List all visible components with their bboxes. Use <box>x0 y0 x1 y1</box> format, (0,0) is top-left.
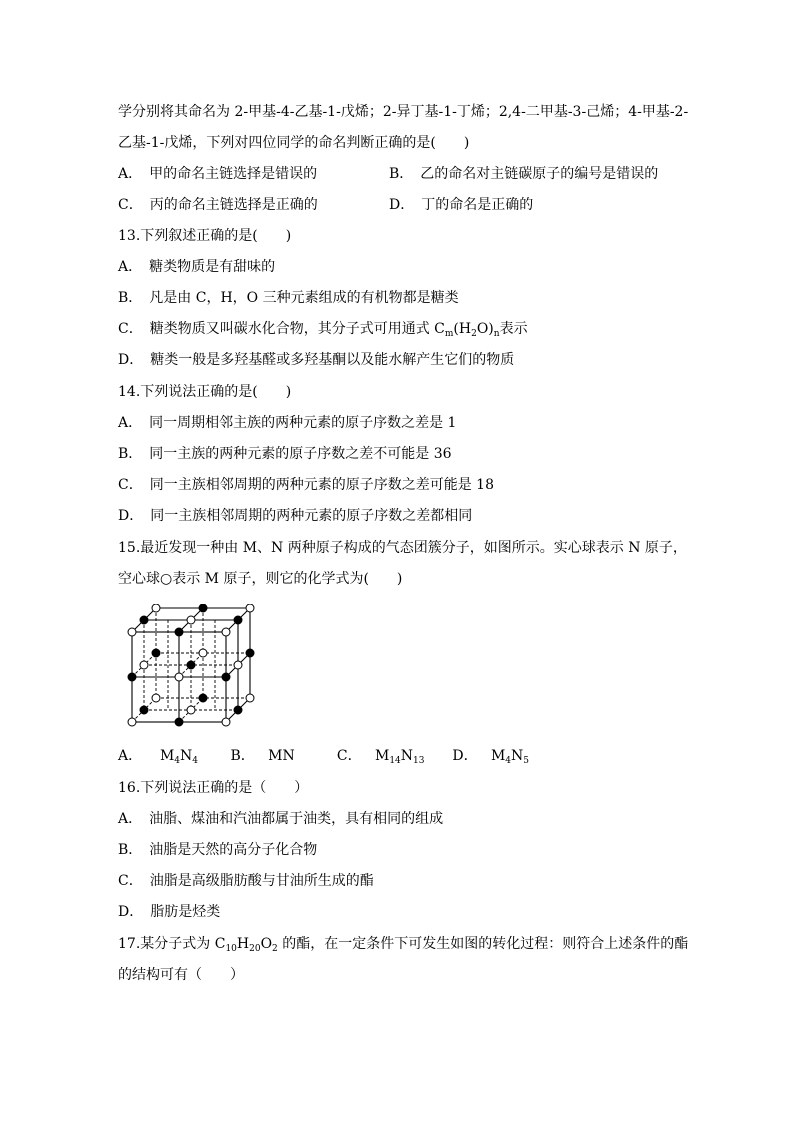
q12-option-b: B． 乙的命名对主链碳原子的编号是错误的 <box>389 166 659 182</box>
q17-stem-line2: 的结构可有（ ） <box>118 967 244 983</box>
q12-option-d: D． 丁的命名是正确的 <box>389 197 534 213</box>
q17-stem-line1: 17.某分子式为 $C_{10}H_{20}O_2$ 的酯，在一定条件下可发生如图的转化过程：则符合上述条件的酯 <box>118 936 689 954</box>
q13-option-d: D． 糖类一般是多羟基醛或多羟基酮以及能水解产生它们的物质 <box>118 352 515 368</box>
q15-option-d: D． $M_4N_5$ <box>452 748 530 766</box>
q14-stem: 14.下列说法正确的是( ) <box>118 384 292 400</box>
q13-option-c: C． 糖类物质又叫碳水化合物，其分子式可用通式 $C_m(H_2O)_n$表示 <box>118 321 528 339</box>
q16-option-c: C． 油脂是高级脂肪酸与甘油所生成的酯 <box>118 873 374 889</box>
q14-option-a: A． 同一周期相邻主族的两种元素的原子序数之差是 1 <box>118 415 457 431</box>
q16-option-b: B． 油脂是天然的高分子化合物 <box>118 842 318 858</box>
q13-option-b: B． 凡是由 C，H，O 三种元素组成的有机物都是糖类 <box>118 290 459 306</box>
q12-options-row1 <box>118 164 659 184</box>
q16-option-a: A． 油脂、煤油和汽油都属于油类，具有相同的组成 <box>118 811 444 827</box>
q12-option-c: C． 丙的命名主链选择是正确的 <box>118 197 318 213</box>
q12-stem-line1: 学分别将其命名为 2-甲基-4-乙基-1-戊烯；2-异丁基-1-丁烯；2,4-二甲基-3-己烯；4-甲基-2- <box>118 104 689 120</box>
q15-options <box>118 746 529 766</box>
q14-option-b: B． 同一主族的两种元素的原子序数之差不可能是 36 <box>118 446 452 462</box>
q15-option-c: C． $M_{14}N_{13}$ <box>336 748 425 766</box>
q15-option-a: A． $M_4N_4$ <box>118 748 198 766</box>
q16-stem: 16.下列说法正确的是（ ） <box>118 780 309 796</box>
q12-stem-line2: 乙基-1-戊烯，下列对四位同学的命名判断正确的是( ) <box>118 135 470 151</box>
q12-options-row2 <box>118 195 534 215</box>
cluster-molecule-diagram <box>126 604 266 729</box>
q14-option-c: C． 同一主族相邻周期的两种元素的原子序数之差可能是 18 <box>118 477 494 493</box>
q13-option-a: A． 糖类物质是有甜味的 <box>118 259 276 275</box>
q14-option-d: D． 同一主族相邻周期的两种元素的原子序数之差都相同 <box>118 508 473 524</box>
q15-option-b: B． MN <box>230 748 295 764</box>
q13-stem: 13.下列叙述正确的是( ) <box>118 228 292 244</box>
q16-option-d: D． 脂肪是烃类 <box>118 904 221 920</box>
q15-stem-line1: 15.最近发现一种由 M、N 两种原子构成的气态团簇分子，如图所示。实心球表示 N 原子， <box>118 540 687 556</box>
q12-option-a: A． 甲的命名主链选择是错误的 <box>118 166 318 182</box>
q15-stem-line2: 空心球○表示 M 原子，则它的化学式为( ) <box>118 571 403 587</box>
